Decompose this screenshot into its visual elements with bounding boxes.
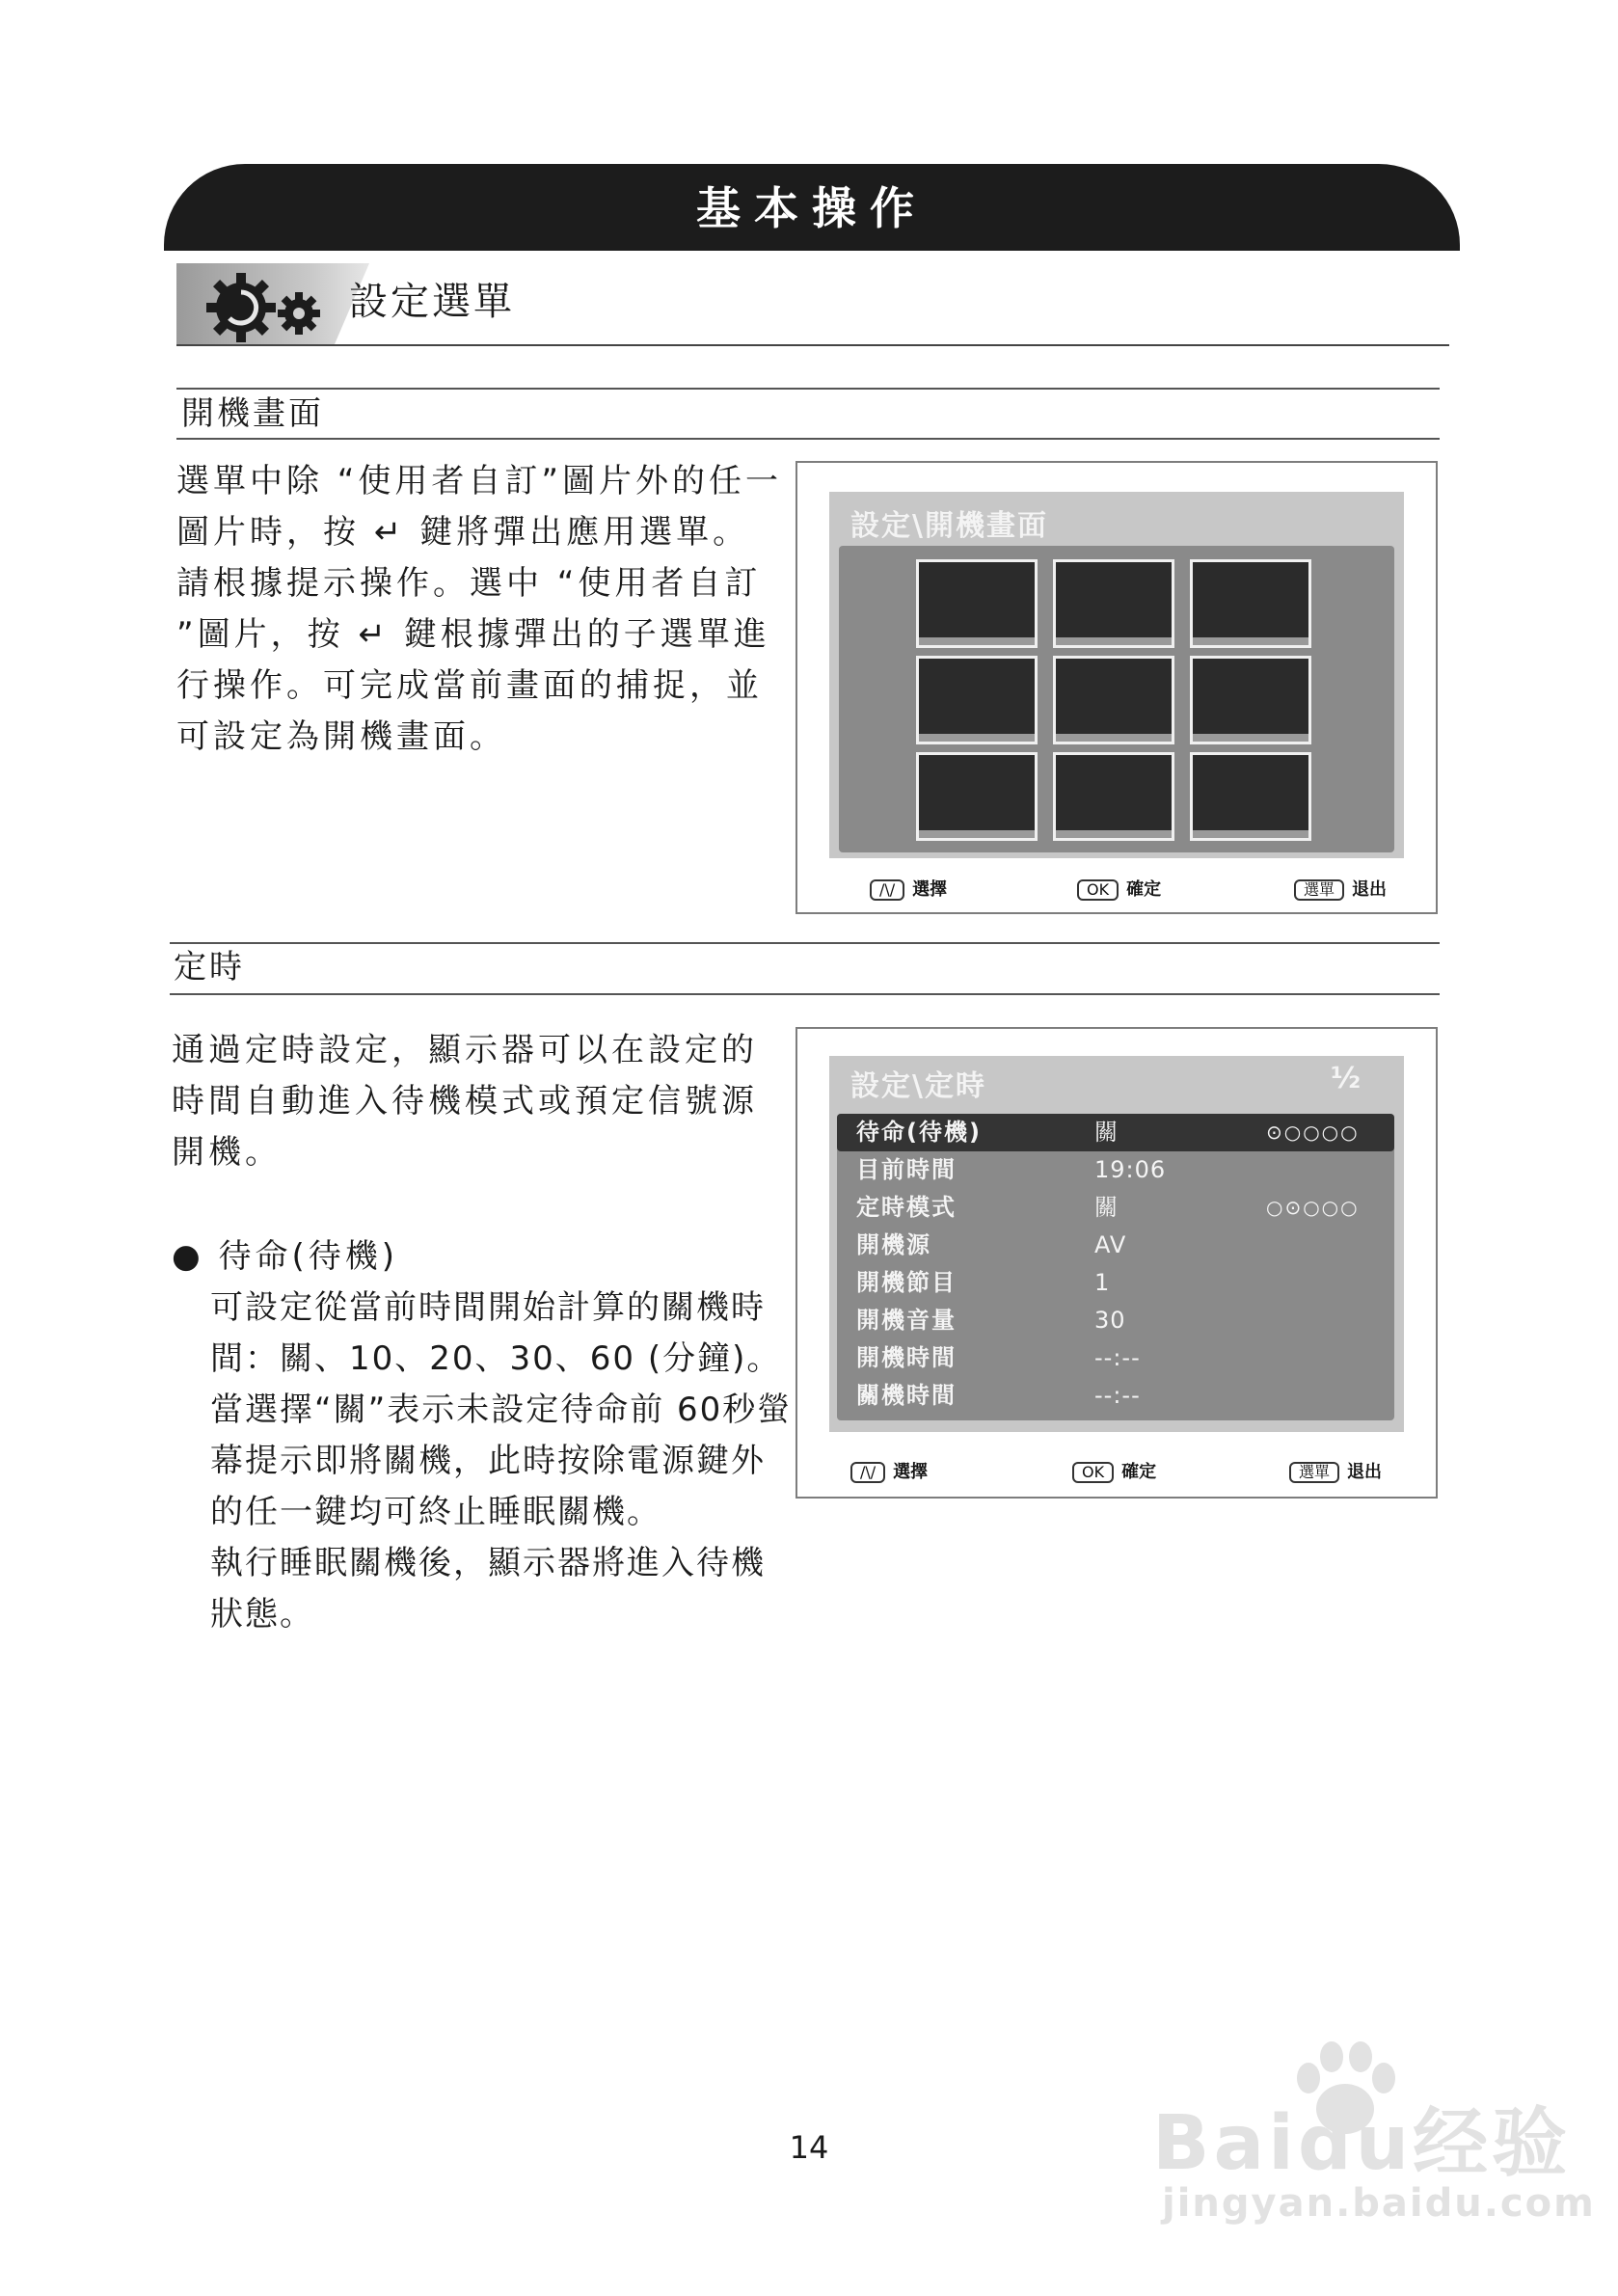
setting-value: AV [1094,1231,1127,1258]
setting-label: 開機源 [856,1231,931,1258]
boot-screen-heading: 開機畫面 [181,394,324,433]
ok-key-icon: OK [1072,1462,1114,1483]
text-line: 請根據提示操作。選中 “使用者自訂 [176,564,762,603]
text-line: 狀態。 [210,1595,314,1634]
menu-key-icon: 選單 [1289,1462,1339,1483]
divider [170,993,1440,995]
timer-screen-mockup [796,1027,1438,1499]
setting-row-power-on-source[interactable] [837,1227,1394,1264]
thumbnail[interactable] [1190,752,1311,841]
exit-hint [1289,1458,1382,1483]
screen-panel [829,1056,1404,1432]
setting-value: 關 [1094,1194,1119,1221]
text-line: 間：關、10、20、30、60 (分鐘)。 [210,1339,782,1378]
screen-panel [829,492,1404,858]
standby-bullet-title: ● 待命(待機) [172,1237,399,1276]
watermark-brand: Baidu经验 [1152,2100,1572,2187]
select-hint [870,876,947,901]
divider [176,438,1440,440]
thumbnail[interactable] [1053,559,1174,648]
screen-title: 設定\開機畫面 [850,509,1048,543]
ok-label: 確定 [1121,1462,1157,1482]
timer-intro [172,1025,798,1178]
select-label: 選擇 [912,879,948,900]
text-line: 選單中除 “使用者自訂”圖片外的任一 [176,462,783,500]
text-line: 通過定時設定，顯示器可以在設定的 [172,1031,758,1069]
setting-row-power-off-time[interactable] [837,1377,1394,1415]
section-divider [176,344,1449,346]
ok-key-icon: OK [1077,879,1119,901]
text-line: 開機。 [172,1133,282,1172]
ok-hint [1077,876,1161,901]
thumbnail[interactable] [1053,656,1174,744]
page-indicator: ½ [1331,1062,1363,1095]
timer-settings-list [837,1114,1394,1420]
setting-row-power-on-time[interactable] [837,1339,1394,1377]
exit-hint [1294,876,1387,901]
section-title: 設定選單 [349,280,515,324]
setting-value: --:-- [1094,1344,1141,1371]
menu-key-icon: 選單 [1294,879,1344,901]
setting-label: 開機音量 [856,1307,957,1334]
divider [176,388,1440,390]
exit-label: 退出 [1352,879,1388,900]
watermark-url: jingyan.baidu.com [1162,2181,1596,2226]
text-line: 圖片時，按 ↵ 鍵將彈出應用選單。 [176,513,750,552]
thumbnail-grid [839,546,1394,852]
setting-label: 目前時間 [856,1156,957,1183]
header-banner [164,164,1460,251]
setting-row-power-on-program[interactable] [837,1264,1394,1302]
thumbnail[interactable] [916,656,1038,744]
setting-row-standby[interactable] [837,1114,1394,1151]
page-title: 基本操作 [696,182,928,234]
exit-label: 退出 [1347,1462,1383,1482]
setting-value: 19:06 [1094,1156,1167,1183]
standby-description [210,1283,808,1640]
option-indicator: ⊙○○○○ [1266,1121,1360,1144]
text-line: 的任一鍵均可終止睡眠關機。 [210,1493,661,1531]
setting-value: 30 [1094,1307,1126,1334]
text-line: 執行睡眠關機後，顯示器將進入待機 [210,1544,766,1582]
text-line: 當選擇“關”表示未設定待命前 60秒螢 [210,1391,793,1429]
option-indicator: ○⊙○○○ [1266,1196,1360,1219]
setting-value: 關 [1094,1119,1119,1146]
setting-value: --:-- [1094,1382,1141,1409]
divider [170,942,1440,944]
boot-screen-mockup [796,461,1438,914]
text-line: 可設定從當前時間開始計算的關機時 [210,1288,766,1327]
ok-label: 確定 [1126,879,1162,900]
select-hint [850,1458,928,1483]
setting-label: 定時模式 [856,1194,957,1221]
boot-screen-paragraph [176,456,803,763]
setting-label: 待命(待機) [856,1119,982,1146]
gear-icon [202,265,328,346]
setting-label: 關機時間 [856,1382,957,1409]
setting-row-current-time[interactable] [837,1151,1394,1189]
setting-value: 1 [1094,1269,1111,1296]
text-line: 可設定為開機畫面。 [176,717,506,756]
ok-hint [1072,1458,1156,1483]
thumbnail[interactable] [1190,559,1311,648]
setting-label: 開機節目 [856,1269,957,1296]
setting-label: 開機時間 [856,1344,957,1371]
text-line: 幕提示即將關機，此時按除電源鍵外 [210,1442,766,1480]
screen-title: 設定\定時 [850,1069,986,1103]
page-number: 14 [789,2129,829,2166]
text-line: 時間自動進入待機模式或預定信號源 [172,1082,758,1121]
thumbnail[interactable] [1053,752,1174,841]
text-line: ”圖片，按 ↵ 鍵根據彈出的子選單進 [176,615,770,654]
text-line: 行操作。可完成當前畫面的捕捉，並 [176,666,763,705]
thumbnail[interactable] [1190,656,1311,744]
up-down-key-icon: /\/ [870,879,904,901]
thumbnail[interactable] [916,559,1038,648]
setting-row-timer-mode[interactable] [837,1189,1394,1227]
setting-row-power-on-volume[interactable] [837,1302,1394,1339]
timer-heading: 定時 [174,948,245,986]
up-down-key-icon: /\/ [850,1462,885,1483]
thumbnail[interactable] [916,752,1038,841]
select-label: 選擇 [893,1462,929,1482]
